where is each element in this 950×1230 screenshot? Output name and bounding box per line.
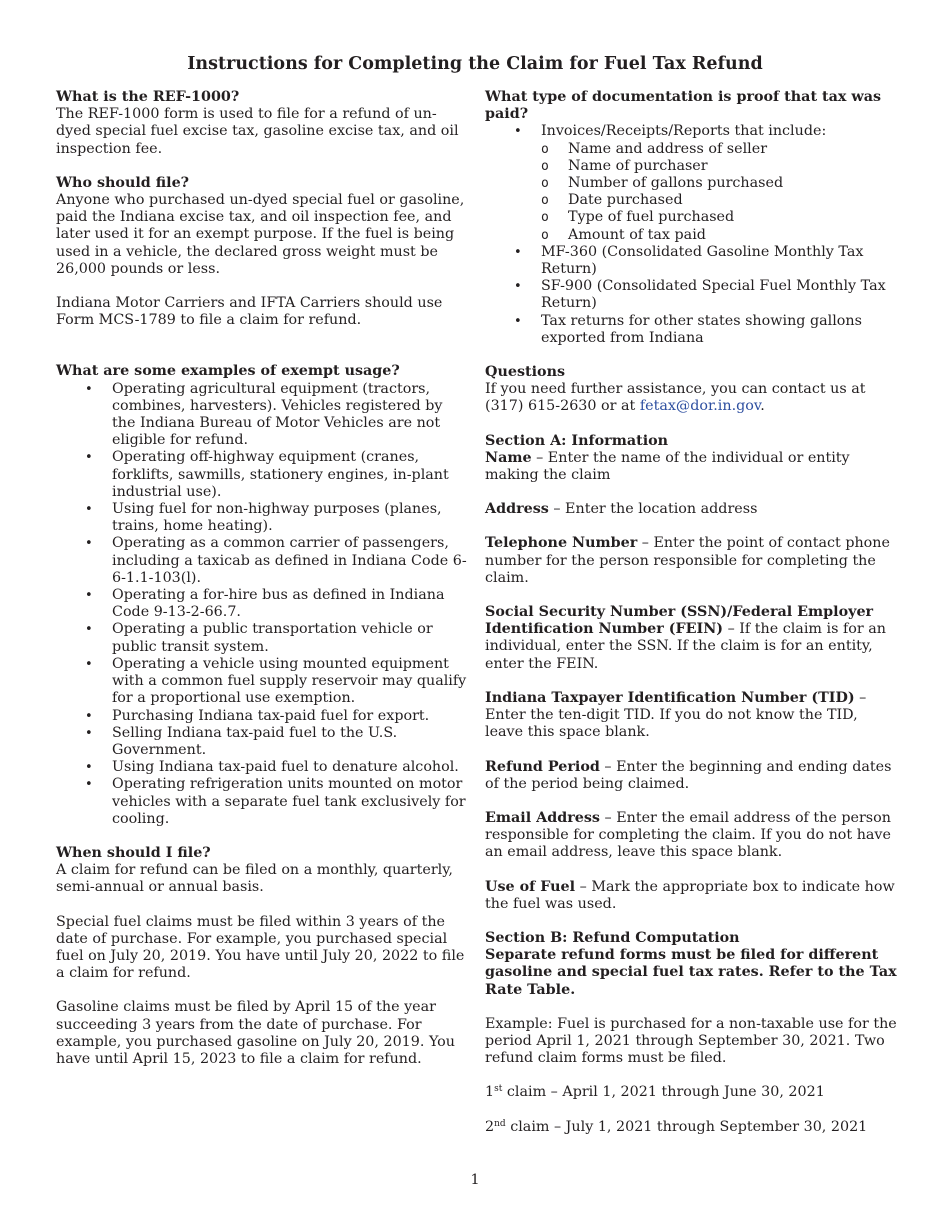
questions-text: If you need further assistance, you can contact us at (317) 615-2630 or at [485, 381, 866, 415]
heading-section-a: Section A: Information [485, 432, 669, 449]
field-address-text: – Enter the location address [548, 501, 758, 518]
field-name-label: Name [485, 449, 532, 466]
field-ssn-instruction [485, 604, 897, 673]
heading-when-to-file: When should I file? [56, 844, 211, 861]
claim-1-ordinal: st [494, 1084, 503, 1095]
who-file-body-1: Anyone who purchased un-dyed special fuel or gasoline, paid the Indiana excise tax, and oil inspection fee, and later used it for an exempt purpose. If the fuel is being used in a vehicle, the declared gross weight must be 26,000 pounds or less. [56, 192, 465, 277]
field-name-text: – Enter the name of the individual or entity making the claim [485, 449, 850, 484]
heading-questions: Questions [485, 364, 566, 381]
list-item: • Using Indiana tax-paid fuel to denature alcohol. [56, 759, 470, 776]
field-use-of-fuel-label: Use of Fuel [485, 878, 576, 895]
heading-what-is: What is the REF-1000? [56, 89, 240, 105]
claim-1-line [485, 1084, 897, 1101]
section-exempt-usage [56, 363, 470, 827]
section-b-refund-computation [485, 930, 897, 1136]
section-b-example: Example: Fuel is purchased for a non-taxable use for the period April 1, 2021 through September 30, 2021. Two refund claim forms must be filed. [485, 1015, 897, 1067]
field-address-label: Address [485, 501, 549, 518]
list-item: • Operating a for-hire bus as defined in Indiana Code 9-13-2-66.7. [56, 587, 470, 621]
list-item: • Using fuel for non-highway purposes (planes, trains, home heating). [56, 501, 470, 535]
email-link[interactable]: fetax@dor.in.gov [639, 398, 761, 415]
field-phone-text: – Enter the point of contact phone number for the person responsible for completing the claim. [485, 535, 890, 586]
left-column [56, 89, 470, 1068]
when-file-body-3: Gasoline claims must be filed by April 15 of the year succeeding 3 years from the date of purchase. For example, you purchased gasoline on July 20, 2019. You have until April 15, 2023 to file a claim for refund. [56, 999, 455, 1067]
field-phone-instruction [485, 535, 897, 587]
heading-documentation: What type of documentation is proof that tax was paid? [485, 89, 882, 123]
page-title: Instructions for Completing the Claim for Fuel Tax Refund [187, 54, 763, 74]
heading-exempt-usage: What are some examples of exempt usage? [56, 363, 400, 380]
claim-2-ordinal: nd [494, 1118, 506, 1129]
field-use-of-fuel-instruction [485, 879, 897, 913]
heading-section-b: Section B: Refund Computation [485, 929, 740, 946]
invoices-label: Invoices/Receipts/Reports that include: [541, 123, 827, 140]
right-column [485, 89, 897, 1136]
field-ssn-label: Social Security Number (SSN)/Federal Employer Identification Number (FEIN) [485, 604, 874, 638]
list-item: • Selling Indiana tax-paid fuel to the U.S. Government. [56, 725, 470, 759]
page-number: 1 [470, 1172, 480, 1188]
field-tid-instruction [485, 690, 897, 742]
claim-2-line [485, 1119, 897, 1136]
claim-2-number: 2 [485, 1118, 495, 1135]
questions-period: . [760, 398, 765, 415]
section-b-subheading: Separate refund forms must be filed for different gasoline and special fuel tax rates. Refer to the Tax Rate Table. [485, 947, 897, 998]
list-item: • Tax returns for other states showing gallons exported from Indiana [485, 313, 897, 347]
field-name-instruction [485, 450, 897, 484]
invoice-details-list [485, 141, 897, 244]
field-tid-text: – Enter the ten-digit TID. If you do not know the TID, leave this space blank. [485, 689, 867, 741]
section-questions [485, 364, 897, 416]
section-when-to-file [56, 845, 470, 1068]
exempt-usage-list [56, 381, 470, 828]
list-item: • Operating a vehicle using mounted equipment with a common fuel supply reservoir may qualify for a proportional use exemption. [56, 656, 470, 708]
field-refund-period-label: Refund Period [485, 758, 600, 775]
claim-1-text: claim – April 1, 2021 through June 30, 2021 [502, 1084, 825, 1101]
sub-list-item: o Name of purchaser [485, 158, 897, 175]
section-documentation [485, 89, 897, 347]
list-item: • Purchasing Indiana tax-paid fuel for export. [56, 708, 470, 725]
list-item: • Operating as a common carrier of passengers, including a taxicab as defined in Indiana Code 6-6-1.1-103(l). [56, 535, 470, 587]
list-item [485, 123, 897, 243]
list-item: • Operating off-highway equipment (cranes, forklifts, sawmills, stationery engines, in-plant industrial use). [56, 449, 470, 501]
list-item: • SF-900 (Consolidated Special Fuel Monthly Tax Return) [485, 278, 897, 312]
section-a-information [485, 433, 897, 913]
field-address-instruction [485, 501, 897, 518]
claim-1-number: 1 [485, 1084, 495, 1101]
sub-list-item: o Name and address of seller [485, 141, 897, 158]
section-who-should-file [56, 175, 470, 330]
field-refund-period-instruction [485, 759, 897, 793]
what-is-body: The REF-1000 form is used to file for a refund of un-dyed special fuel excise tax, gasoline excise tax, and oil inspection fee. [56, 106, 459, 157]
section-what-is [56, 89, 470, 158]
who-file-body-2: Indiana Motor Carriers and IFTA Carriers should use Form MCS-1789 to file a claim for refund. [56, 295, 443, 329]
sub-list-item: o Type of fuel purchased [485, 209, 897, 226]
sub-list-item: o Number of gallons purchased [485, 175, 897, 192]
field-tid-label: Indiana Taxpayer Identification Number (TID) [485, 689, 855, 706]
field-email-text: – Enter the email address of the person responsible for completing the claim. If you do not have an email address, leave this space blank. [485, 809, 891, 861]
sub-list-item: o Amount of tax paid [485, 227, 897, 244]
field-refund-period-text: – Enter the beginning and ending dates of the period being claimed. [485, 758, 892, 792]
claim-2-text: claim – July 1, 2021 through September 30, 2021 [505, 1118, 868, 1135]
field-email-label: Email Address [485, 809, 600, 826]
heading-who-should-file: Who should file? [56, 174, 190, 191]
when-file-body-1: A claim for refund can be filed on a monthly, quarterly, semi-annual or annual basis. [56, 862, 453, 896]
field-phone-label: Telephone Number [485, 535, 638, 552]
documentation-list [485, 123, 897, 347]
list-item: • Operating agricultural equipment (tractors, combines, harvesters). Vehicles registered by the Indiana Bureau of Motor Vehicles are not eligible for refund. [56, 381, 470, 450]
field-email-instruction [485, 810, 897, 862]
field-use-of-fuel-text: – Mark the appropriate box to indicate how the fuel was used. [485, 878, 895, 912]
list-item: • Operating refrigeration units mounted on motor vehicles with a separate fuel tank exclusively for cooling. [56, 776, 470, 828]
field-ssn-text: – If the claim is for an individual, enter the SSN. If the claim is for an entity, enter the FEIN. [485, 621, 886, 672]
sub-list-item: o Date purchased [485, 192, 897, 209]
questions-body [485, 381, 897, 415]
list-item: • MF-360 (Consolidated Gasoline Monthly Tax Return) [485, 244, 897, 278]
when-file-body-2: Special fuel claims must be filed within 3 years of the date of purchase. For example, you purchased special fuel on July 20, 2019. You have until July 20, 2022 to file a claim for refund. [56, 913, 465, 982]
list-item: • Operating a public transportation vehicle or public transit system. [56, 621, 470, 655]
